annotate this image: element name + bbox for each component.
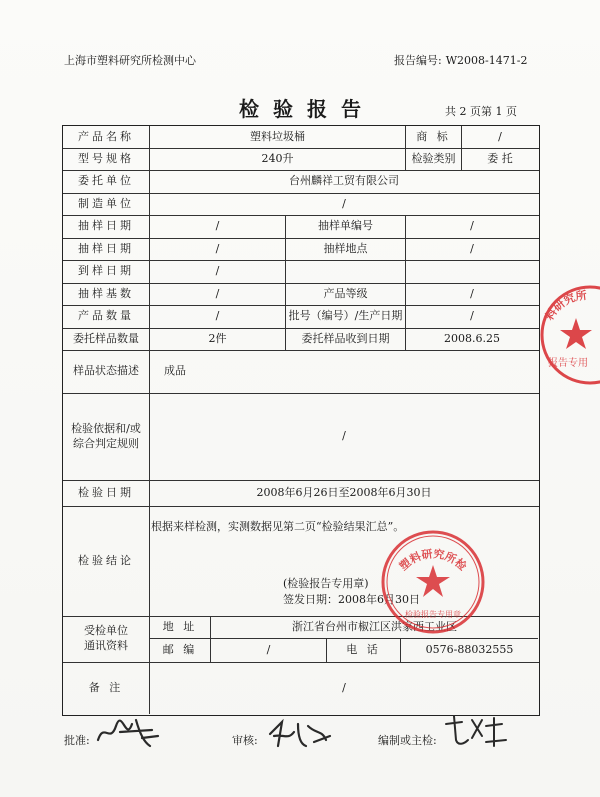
- label-basis: [63, 393, 149, 480]
- label-address: 地 址: [162, 619, 198, 633]
- row-sample-place: [63, 238, 539, 261]
- label-sample-state: 样品状态描述: [73, 364, 139, 378]
- label-product-name: 产品名称: [78, 129, 134, 143]
- value-inspect-date: 2008年6月26日至2008年6月30日: [149, 480, 538, 506]
- row-manufacturer: [63, 193, 539, 216]
- issue-date: 签发日期：2008年6月30日: [283, 592, 420, 606]
- row-basis: [63, 393, 539, 481]
- label-recipient-line2: 通讯资料: [84, 639, 128, 652]
- label-sample-base: 抽样基数: [78, 286, 134, 300]
- row-product-qty: [63, 305, 539, 329]
- label-product-qty: 产品数量: [78, 309, 134, 323]
- label-client: 委托单位: [78, 174, 134, 188]
- seal-arc-text: 塑料研究所检: [397, 547, 469, 574]
- side-seal: [530, 280, 600, 390]
- conclusion-text: 根据来样检测，实测数据见第二页“检验结果汇总”。: [151, 520, 405, 533]
- contact-row: [149, 639, 538, 662]
- row-model: [63, 148, 539, 171]
- row-remarks: [63, 662, 539, 714]
- row-client: [63, 170, 539, 194]
- value-sample-state: 成品: [149, 350, 538, 393]
- label-inspect-date: 检验日期: [78, 485, 134, 499]
- value-inspection-type: 委 托: [461, 148, 538, 170]
- institute-name: 上海市塑料研究所检测中心: [64, 54, 196, 67]
- row-product-name: [63, 126, 539, 149]
- value-client: 台州麟祥工贸有限公司: [149, 170, 538, 193]
- label-conclusion: 检验结论: [78, 553, 134, 567]
- value-batch: /: [405, 305, 538, 328]
- seal-bottom-text: 检验报告专用章: [405, 610, 461, 619]
- label-sample-date: 抽样日期: [78, 219, 134, 233]
- value-arrival-date: /: [149, 260, 285, 283]
- label-sample-date-2: 抽样日期: [78, 241, 134, 255]
- report-number-label: 报告编号:: [394, 54, 442, 67]
- row-sample-no: [63, 215, 539, 239]
- value-address: 浙江省台州市椒江区洪家西工业区: [210, 616, 538, 638]
- value-product-grade: /: [405, 283, 538, 305]
- row-sample-base: [63, 283, 539, 306]
- report-number-value: W2008-1471-2: [445, 54, 528, 67]
- value-sample-place: /: [405, 238, 538, 260]
- label-manufacturer: 制造单位: [78, 196, 134, 210]
- label-arrival-date: 到样日期: [78, 264, 134, 278]
- label-phone: 电 话: [326, 639, 400, 662]
- empty-cell: [285, 260, 405, 283]
- value-manufacturer: /: [149, 193, 538, 215]
- side-seal-top-text: 料研究所: [542, 288, 588, 323]
- value-phone: 0576-88032555: [400, 639, 538, 662]
- label-received-date: 委托样品收到日期: [285, 328, 405, 350]
- row-arrival-date: [63, 260, 539, 284]
- value-sample-base: /: [149, 283, 285, 305]
- value-trademark: /: [461, 126, 538, 148]
- label-basis-line1: 检验依据和/或: [71, 421, 141, 435]
- value-sample-date-2: /: [149, 238, 285, 260]
- compile-label: 编制或主检:: [378, 734, 437, 747]
- value-delegated-qty: 2件: [149, 328, 285, 350]
- value-product-qty: /: [149, 305, 285, 328]
- empty-cell: [405, 260, 538, 283]
- label-batch: 批号（编号）/生产日期: [285, 305, 405, 328]
- report-number: [390, 52, 527, 68]
- value-sample-no: /: [405, 215, 538, 238]
- row-inspect-date: [63, 480, 539, 507]
- value-product-name: 塑料垃圾桶: [149, 126, 405, 148]
- label-inspection-type: 检验类别: [405, 148, 461, 170]
- compile-signature: [442, 712, 512, 752]
- value-basis: /: [149, 393, 538, 480]
- value-sample-date: /: [149, 215, 285, 238]
- page-title: 检验报告: [239, 97, 375, 121]
- side-seal-bottom-text: 报告专用: [548, 358, 588, 369]
- label-product-grade: 产品等级: [285, 283, 405, 305]
- value-received-date: 2008.6.25: [405, 328, 538, 350]
- label-recipient: [63, 616, 149, 662]
- label-basis-line2: 综合判定规则: [73, 436, 139, 450]
- row-sample-state: [63, 350, 539, 394]
- label-delegated-qty: 委托样品数量: [73, 331, 139, 345]
- inspection-seal: [378, 527, 488, 637]
- label-sample-no: 抽样单编号: [285, 215, 405, 238]
- page-count: 共 2 页第 1 页: [445, 105, 517, 118]
- row-delegated-qty: [63, 328, 539, 351]
- approve-label: 批准:: [64, 734, 90, 747]
- review-label: 审核:: [232, 734, 258, 747]
- label-sample-place: 抽样地点: [285, 238, 405, 260]
- seal-note: (检验报告专用章): [283, 577, 369, 590]
- review-signature: [264, 712, 334, 752]
- value-postcode: /: [210, 639, 326, 662]
- label-recipient-line1: 受检单位: [84, 624, 128, 638]
- value-remarks: /: [149, 662, 538, 714]
- value-model: 240升: [149, 148, 405, 170]
- label-model: 型号规格: [78, 151, 134, 165]
- approve-signature: [92, 712, 162, 752]
- label-remarks: 备 注: [88, 680, 124, 694]
- label-postcode: 邮 编: [162, 643, 198, 657]
- label-trademark: 商 标: [405, 126, 461, 148]
